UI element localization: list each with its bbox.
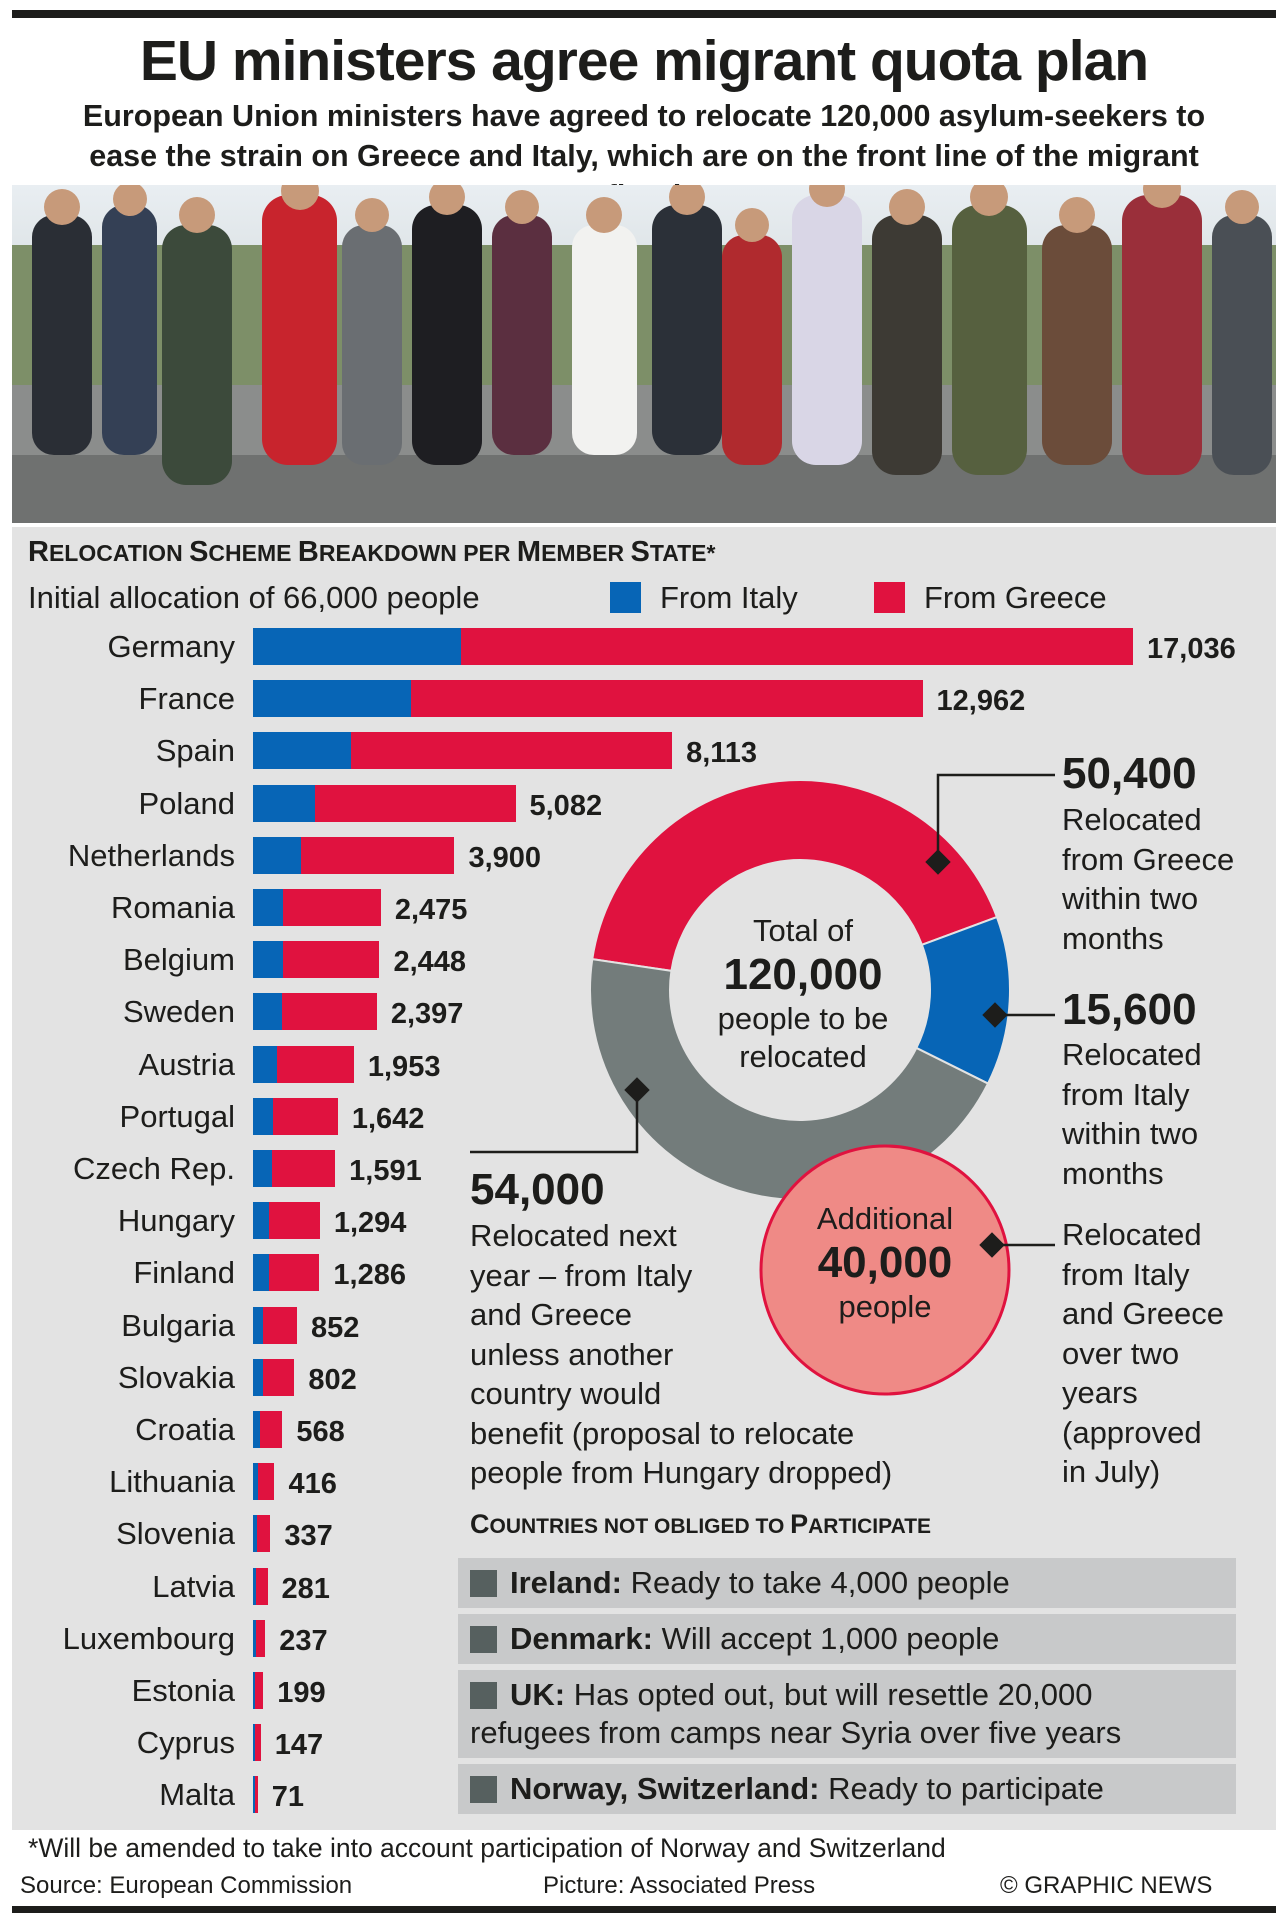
- bar-value-label: 2,448: [393, 946, 467, 979]
- bar-category-label: Netherlands: [67, 837, 235, 873]
- chart-title: RELOCATION SCHEME BREAKDOWN PER MEMBER STATE*: [28, 536, 716, 568]
- bar-category-label: Poland: [138, 785, 235, 821]
- allocation-label: Initial allocation of 66,000 people: [28, 580, 480, 615]
- additional-line2: people: [838, 1289, 932, 1324]
- bar-value-label: 281: [281, 1572, 330, 1605]
- bar-value-label: 71: [271, 1781, 305, 1814]
- bar-category-label: Finland: [133, 1255, 235, 1291]
- bar-category-label: Malta: [159, 1777, 235, 1813]
- donut-center-line2: people to be: [717, 1001, 889, 1036]
- bar-value-label: 802: [308, 1363, 357, 1396]
- callout-greece-desc: Relocated from Greece within two months: [1062, 802, 1235, 956]
- bar-value-label: 568: [296, 1416, 345, 1448]
- bar-category-label: Austria: [138, 1046, 235, 1082]
- row-marker-icon: [470, 1776, 497, 1803]
- bar-value-label: 5,082: [529, 789, 603, 822]
- donut-center-line3: relocated: [739, 1039, 867, 1074]
- bar-category-label: Czech Rep.: [73, 1151, 235, 1186]
- bar-category-label: Germany: [107, 629, 235, 664]
- bar-category-label: Sweden: [122, 994, 235, 1030]
- additional-value: 40,000: [817, 1238, 953, 1287]
- callout-additional-desc: Relocated from Italy and Greece over two years (approved in July): [1062, 1217, 1224, 1489]
- bar-category-label: Bulgaria: [121, 1307, 235, 1343]
- bar-value-label: 3,900: [468, 841, 542, 874]
- callout-next-year-desc: Relocated next year – from Italy and Greece unless another country would benefit (proposal to relocate people from Hungary dropped): [470, 1218, 893, 1490]
- callout-italy-value: 15,600: [1062, 985, 1197, 1034]
- bar-value-label: 12,962: [936, 685, 1026, 718]
- source-credit: Source: European Commission: [20, 1872, 353, 1899]
- not-obliged-row-denmark: Denmark: Will accept 1,000 people: [458, 1614, 1236, 1664]
- bar-category-label: Latvia: [152, 1568, 235, 1604]
- bar-value-label: 1,642: [351, 1102, 425, 1135]
- bar-value-label: 17,036: [1147, 633, 1236, 665]
- bar-category-label: Croatia: [135, 1412, 235, 1447]
- bar-category-label: Hungary: [117, 1203, 235, 1239]
- bar-value-label: 1,953: [367, 1050, 441, 1083]
- bar-category-label: Luxembourg: [62, 1620, 235, 1656]
- bar-category-label: Slovakia: [117, 1359, 235, 1395]
- picture-credit: Picture: Associated Press: [543, 1872, 816, 1899]
- bar-category-label: Romania: [110, 890, 235, 925]
- callout-italy-desc: Relocated from Italy within two months: [1062, 1037, 1202, 1191]
- donut-center-value: 120,000: [723, 950, 883, 999]
- not-obliged-row-uk: UK: Has opted out, but will resettle 20,000 refugees from camps near Syria over five years: [458, 1670, 1236, 1758]
- not-obliged-row-ireland: Ireland: Ready to take 4,000 people: [458, 1558, 1236, 1608]
- page-subtitle: European Union ministers have agreed to relocate 120,000 asylum-seekers to ease the strain on Greece and Italy, which are on the front line of the migrant: [82, 99, 1206, 173]
- bar-value-label: 2,475: [394, 894, 468, 926]
- bar-value-label: 8,113: [686, 737, 758, 770]
- not-obliged-row-norway-switzerland: Norway, Switzerland: Ready to participate: [458, 1764, 1236, 1814]
- page-title: EU ministers agree migrant quota plan: [139, 29, 1149, 93]
- legend-greece-label: From Greece: [924, 580, 1107, 615]
- bar-value-label: 1,286: [333, 1259, 406, 1292]
- bar-value-label: 337: [284, 1520, 333, 1553]
- row-marker-icon: [470, 1682, 497, 1709]
- row-marker-icon: [470, 1570, 497, 1597]
- donut-center-line1: Total of: [753, 913, 853, 948]
- bar-value-label: 416: [288, 1468, 337, 1501]
- bar-value-label: 1,294: [333, 1207, 407, 1240]
- row-marker-icon: [470, 1626, 497, 1653]
- additional-line1: Additional: [816, 1201, 954, 1236]
- footnote: *Will be amended to take into account participation of Norway and Switzerland: [28, 1833, 946, 1863]
- bar-category-label: Cyprus: [136, 1725, 235, 1761]
- bar-value-label: 237: [279, 1624, 328, 1657]
- bar-category-label: Portugal: [119, 1098, 235, 1134]
- bar-category-label: Spain: [155, 733, 235, 769]
- bar-value-label: 199: [277, 1677, 326, 1709]
- legend-italy-label: From Italy: [660, 580, 798, 615]
- bar-value-label: 1,591: [349, 1155, 422, 1187]
- bar-category-label: Lithuania: [109, 1464, 235, 1500]
- bottom-rule: [12, 1906, 1276, 1913]
- bar-value-label: 852: [311, 1311, 360, 1344]
- graphic-news-credit: © GRAPHIC NEWS: [1000, 1872, 1213, 1899]
- bar-value-label: 147: [274, 1729, 324, 1762]
- bar-category-label: France: [138, 681, 235, 717]
- bar-category-label: Slovenia: [116, 1516, 235, 1552]
- not-obliged-title: COUNTRIES NOT OBLIGED TO PARTICIPATE: [470, 1509, 932, 1539]
- callout-greece-value: 50,400: [1062, 749, 1197, 798]
- bar-category-label: Belgium: [123, 942, 235, 978]
- callout-next-year-value: 54,000: [470, 1165, 605, 1214]
- bar-category-label: Estonia: [131, 1673, 235, 1708]
- bar-value-label: 2,397: [390, 998, 464, 1031]
